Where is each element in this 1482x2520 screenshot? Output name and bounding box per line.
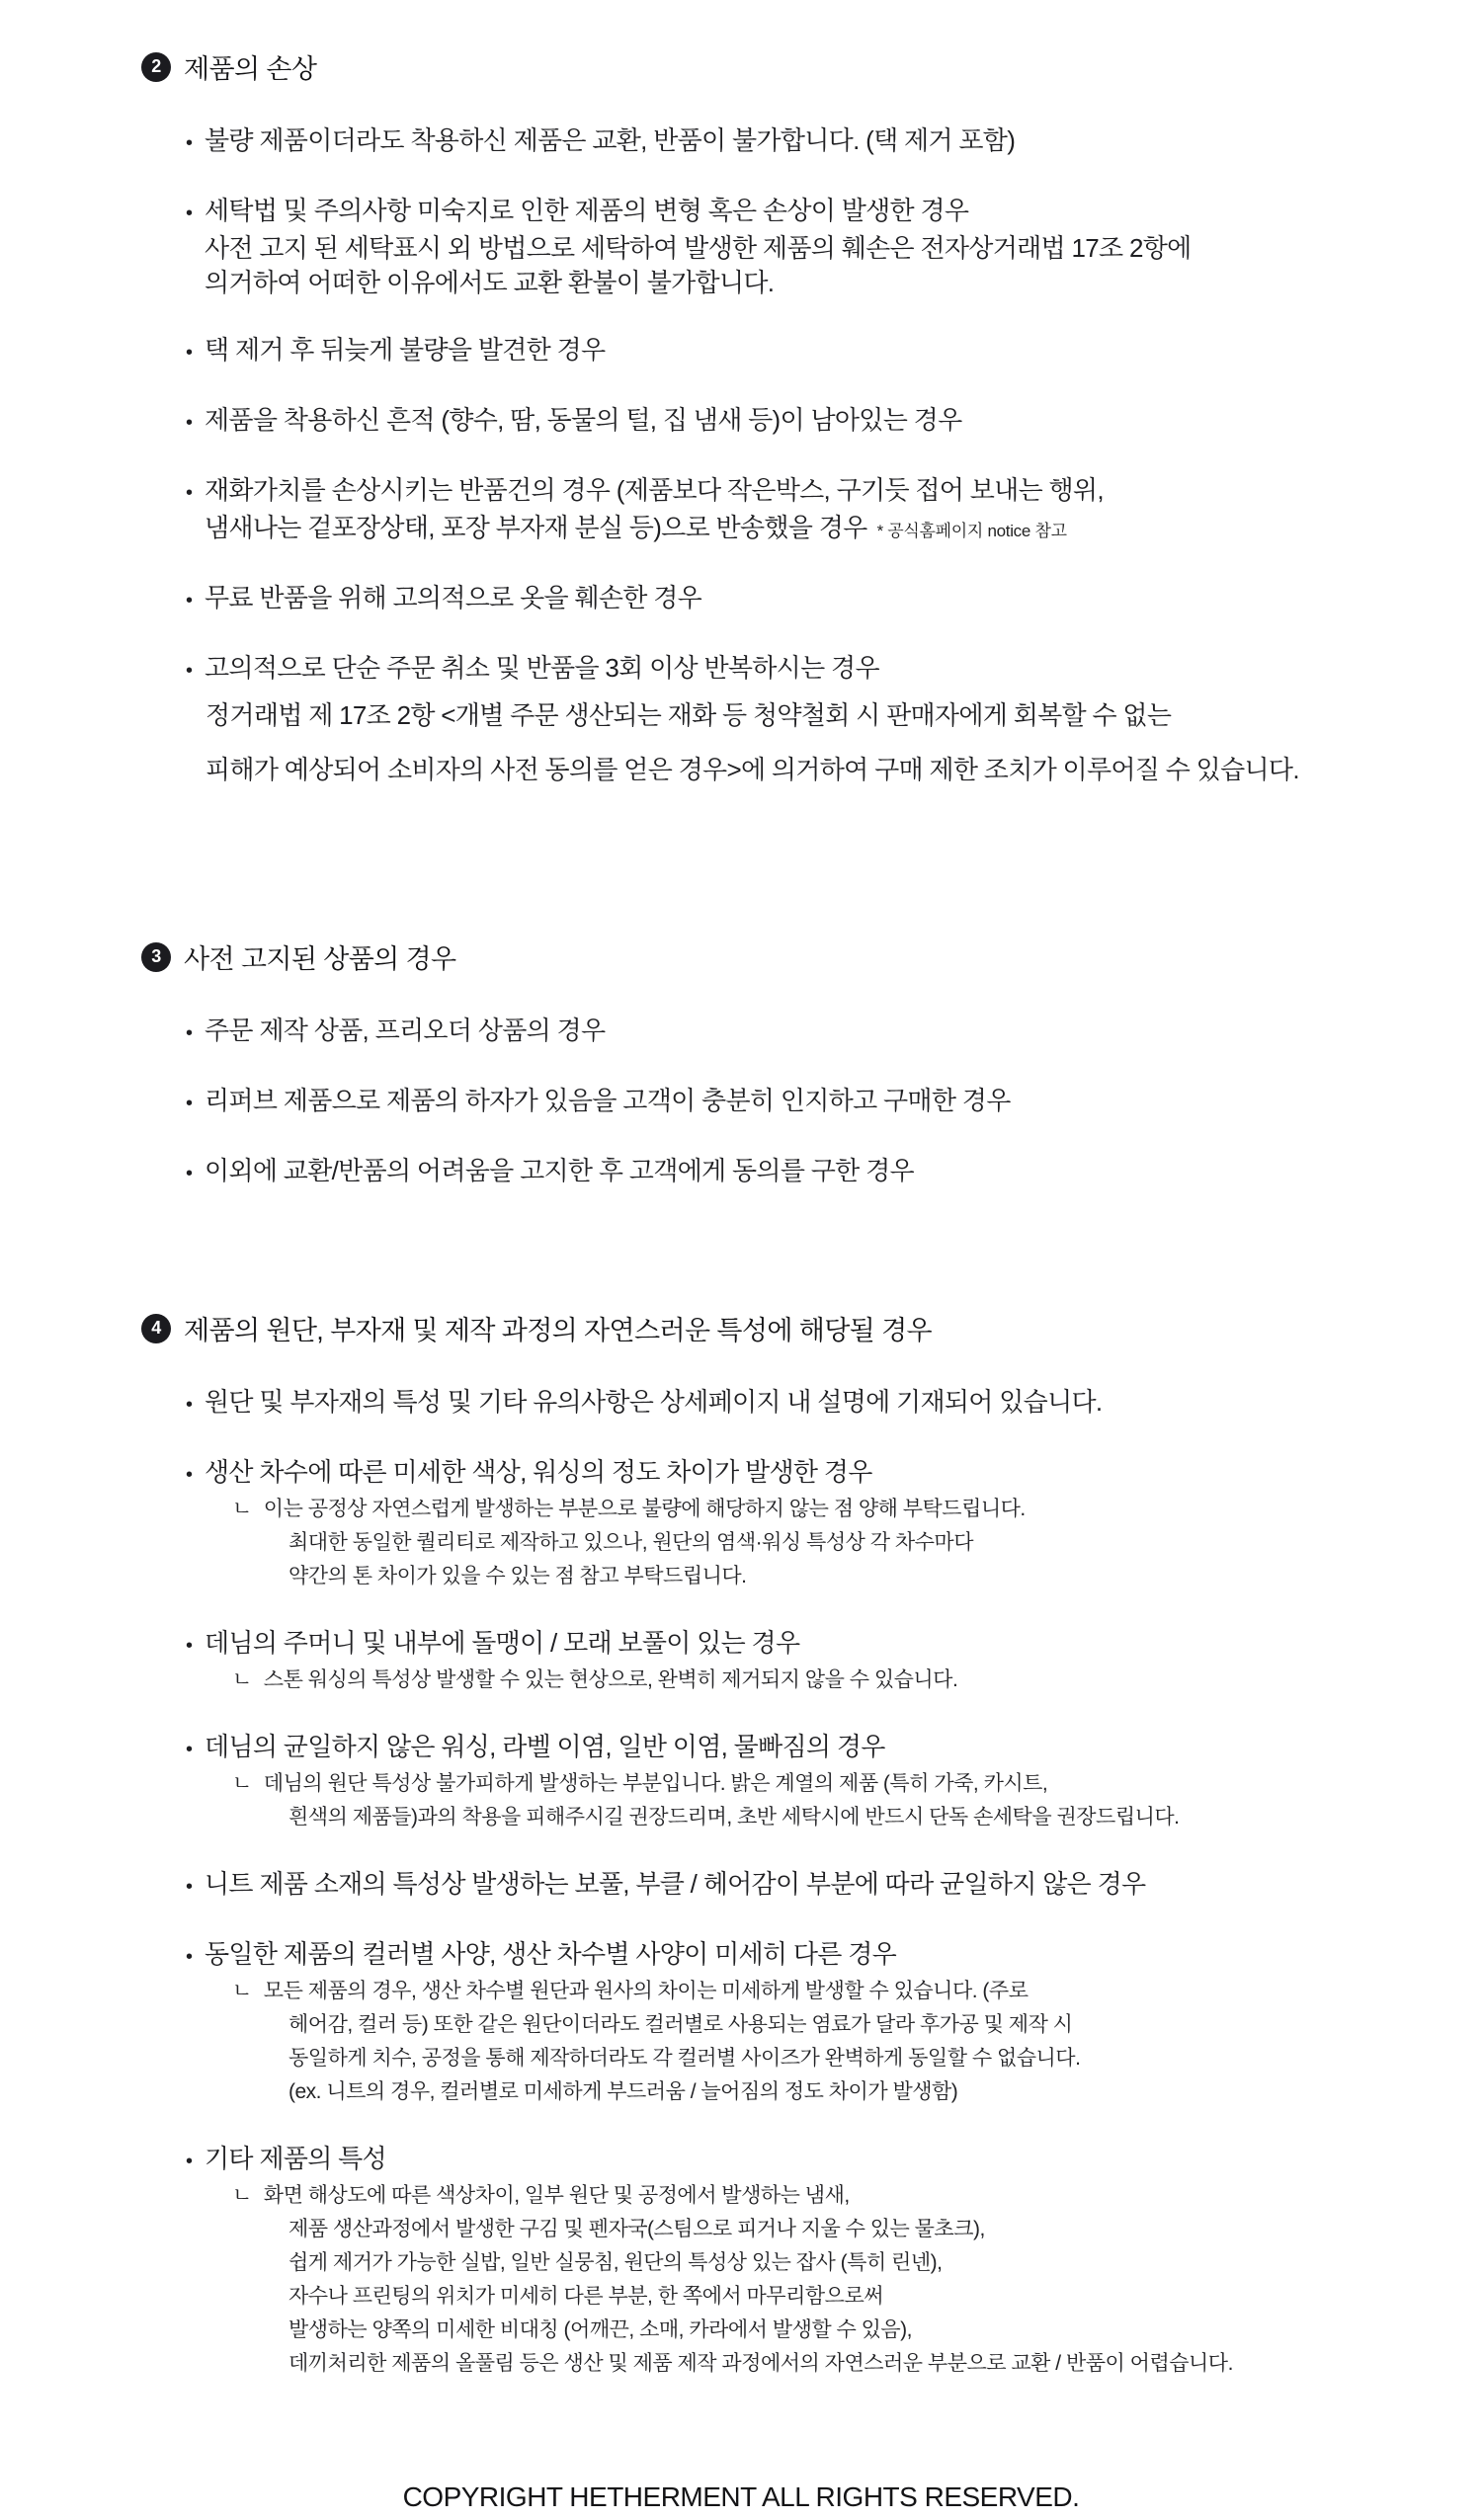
bullet-item bbox=[186, 123, 1482, 161]
bullet-item bbox=[186, 194, 1482, 300]
bullet-icon: • bbox=[186, 1022, 193, 1044]
line-text: 최대한 동일한 퀄리티로 제작하고 있으나, 원단의 염색·워싱 특성상 각 차수마다 bbox=[288, 1531, 973, 1554]
section-items bbox=[141, 1014, 1482, 1191]
copyright-text: COPYRIGHT HETHERMENT ALL RIGHTS RESERVED. bbox=[402, 2481, 1080, 2512]
bullet-item bbox=[186, 1084, 1482, 1121]
bullet-icon: • bbox=[186, 1163, 193, 1184]
bullet-icon: • bbox=[186, 482, 193, 504]
bullet-icon: • bbox=[186, 412, 193, 434]
footnote: * 공식홈페이지 notice 참고 bbox=[876, 522, 1067, 540]
bullet-item bbox=[186, 1867, 1482, 1905]
bullet-item bbox=[186, 651, 1482, 797]
bullet-line bbox=[186, 1385, 1482, 1423]
line-text: 니트 제품 소재의 특성상 발생하는 보풀, 부클 / 헤어감이 부분에 따라 균일하지 않은 경우 bbox=[205, 1869, 1146, 1899]
line-text: 재화가치를 손상시키는 반품건의 경우 (제품보다 작은박스, 구기듯 접어 보내는 행위, bbox=[205, 475, 1104, 505]
line-text: 스톤 워싱의 특성상 발생할 수 있는 현상으로, 완벽히 제거되지 않을 수 있습니다. bbox=[263, 1668, 958, 1691]
line-text: 주문 제작 상품, 프리오더 상품의 경우 bbox=[205, 1016, 606, 1045]
bullet-line bbox=[186, 473, 1482, 511]
section-heading bbox=[141, 1311, 1482, 1345]
sub-line bbox=[186, 2075, 1482, 2109]
policy-section-4 bbox=[141, 1311, 1482, 2381]
bullet-line bbox=[186, 1937, 1482, 1975]
line-text: 고의적으로 단순 주문 취소 및 반품을 3회 이상 반복하시는 경우 bbox=[205, 653, 879, 683]
line-text: 이외에 교환/반품의 어려움을 고지한 후 고객에게 동의를 구한 경우 bbox=[205, 1156, 914, 1185]
bullet-line bbox=[186, 1730, 1482, 1767]
section-title: 사전 고지된 상품의 경우 bbox=[184, 944, 456, 974]
bullet-line bbox=[186, 511, 1482, 548]
line-text: 화면 해상도에 따른 색상차이, 일부 원단 및 공정에서 발생하는 냄새, bbox=[263, 2184, 850, 2207]
section-items bbox=[141, 1385, 1482, 2381]
sub-line bbox=[186, 1526, 1482, 1560]
section-number-badge: 3 bbox=[141, 942, 171, 972]
line-text: 발생하는 양쪽의 미세한 비대칭 (어깨끈, 소매, 카라에서 발생할 수 있음), bbox=[288, 2318, 913, 2341]
legal-line bbox=[186, 689, 1482, 743]
bullet-item bbox=[186, 473, 1482, 548]
sub-marker: ㄴ bbox=[232, 1668, 252, 1691]
sub-line bbox=[186, 2314, 1482, 2347]
sub-line bbox=[186, 2246, 1482, 2280]
bullet-line bbox=[186, 1154, 1482, 1191]
line-text: 모든 제품의 경우, 생산 차수별 원단과 원사의 차이는 미세하게 발생할 수 있습니다. (주로 bbox=[263, 1980, 1029, 2002]
sub-marker: ㄴ bbox=[232, 1772, 252, 1795]
bullet-line bbox=[186, 123, 1482, 161]
bullet-line bbox=[186, 2142, 1482, 2179]
line-text: 생산 차수에 따른 미세한 색상, 워싱의 정도 차이가 발생한 경우 bbox=[205, 1457, 872, 1487]
sub-line bbox=[186, 2280, 1482, 2314]
line-text: 의거하여 어떠한 이유에서도 교환 환불이 불가합니다. bbox=[205, 268, 775, 297]
line-text: 사전 고지 된 세탁표시 외 방법으로 세탁하여 발생한 제품의 훼손은 전자상거래법 17조 2항에 bbox=[205, 233, 1192, 263]
bullet-line bbox=[186, 581, 1482, 618]
bullet-item bbox=[186, 1626, 1482, 1697]
sub-line bbox=[186, 1560, 1482, 1593]
sub-line bbox=[186, 2213, 1482, 2246]
bullet-icon: • bbox=[186, 203, 193, 224]
sub-line bbox=[186, 1767, 1482, 1801]
line-text: 데님의 주머니 및 내부에 돌맹이 / 모래 보풀이 있는 경우 bbox=[205, 1628, 800, 1658]
line-text: 동일하게 치수, 공정을 통해 제작하더라도 각 컬러별 사이즈가 완벽하게 동일할 수 없습니다. bbox=[288, 2047, 1081, 2070]
line-text: 동일한 제품의 컬러별 사양, 생산 차수별 사양이 미세히 다른 경우 bbox=[205, 1939, 897, 1969]
section-heading bbox=[141, 49, 1482, 84]
bullet-item bbox=[186, 1455, 1482, 1593]
bullet-item bbox=[186, 1937, 1482, 2109]
section-title: 제품의 손상 bbox=[184, 54, 317, 84]
line-text: 원단 및 부자재의 특성 및 기타 유의사항은 상세페이지 내 설명에 기재되어 있습니다. bbox=[205, 1387, 1103, 1417]
line-text: 쉽게 제거가 가능한 실밥, 일반 실뭉침, 원단의 특성상 있는 잡사 (특히 린넨), bbox=[288, 2251, 943, 2274]
sub-line bbox=[186, 2179, 1482, 2213]
line-text: 제품 생산과정에서 발생한 구김 및 펜자국(스팀으로 피거나 지울 수 있는 물초크), bbox=[288, 2218, 985, 2240]
section-number-badge: 2 bbox=[141, 52, 171, 82]
bullet-icon: • bbox=[186, 1946, 193, 1968]
policy-section-2 bbox=[141, 49, 1482, 797]
section-title: 제품의 원단, 부자재 및 제작 과정의 자연스러운 특성에 해당될 경우 bbox=[184, 1316, 933, 1345]
sub-line bbox=[186, 1493, 1482, 1526]
sub-line bbox=[186, 1975, 1482, 2008]
bullet-item bbox=[186, 333, 1482, 370]
sub-notes bbox=[186, 1975, 1482, 2109]
line-text: 피해가 예상되어 소비자의 사전 동의를 얻은 경우>에 의거하여 구매 제한 조치가 이루어질 수 있습니다. bbox=[206, 755, 1299, 784]
line-text: 이는 공정상 자연스럽게 발생하는 부분으로 불량에 해당하지 않는 점 양해 부탁드립니다. bbox=[263, 1498, 1026, 1520]
bullet-icon: • bbox=[186, 2151, 193, 2172]
section-number-badge: 4 bbox=[141, 1314, 171, 1343]
line-text: 데님의 균일하지 않은 워싱, 라벨 이염, 일반 이염, 물빠짐의 경우 bbox=[205, 1732, 885, 1761]
line-text: 흰색의 제품들)과의 착용을 피해주시길 권장드리며, 초반 세탁시에 반드시 단독 손세탁을 권장드립니다. bbox=[288, 1806, 1180, 1829]
bullet-item bbox=[186, 2142, 1482, 2381]
bullet-icon: • bbox=[186, 1739, 193, 1760]
bullet-icon: • bbox=[186, 660, 193, 682]
sub-line bbox=[186, 1801, 1482, 1834]
sub-marker: ㄴ bbox=[232, 1498, 252, 1520]
sub-notes bbox=[186, 2179, 1482, 2381]
legal-note bbox=[186, 689, 1482, 797]
section-items bbox=[141, 123, 1482, 797]
bullet-line bbox=[186, 1626, 1482, 1664]
line-text: 무료 반품을 위해 고의적으로 옷을 훼손한 경우 bbox=[205, 583, 702, 612]
line-text: 냄새나는 겉포장상태, 포장 부자재 분실 등)으로 반송했을 경우 bbox=[205, 513, 867, 542]
sub-line bbox=[186, 2008, 1482, 2042]
bullet-icon: • bbox=[186, 1876, 193, 1898]
sub-line bbox=[186, 2347, 1482, 2381]
bullet-line bbox=[186, 1455, 1482, 1493]
line-text: 정거래법 제 17조 2항 <개별 주문 생산되는 재화 등 청약철회 시 판매자에게 회복할 수 없는 bbox=[206, 700, 1172, 730]
line-text: 자수나 프린팅의 위치가 미세히 다른 부분, 한 쪽에서 마무리함으로써 bbox=[288, 2285, 884, 2308]
line-text: 리퍼브 제품으로 제품의 하자가 있음을 고객이 충분히 인지하고 구매한 경우 bbox=[205, 1086, 1011, 1115]
line-text: 기타 제품의 특성 bbox=[205, 2144, 386, 2173]
bullet-line bbox=[186, 231, 1482, 266]
legal-line bbox=[186, 743, 1482, 797]
line-text: 택 제거 후 뒤늦게 불량을 발견한 경우 bbox=[205, 335, 606, 365]
line-text: 제품을 착용하신 흔적 (향수, 땀, 동물의 털, 집 냄새 등)이 남아있는 경우 bbox=[205, 405, 962, 435]
bullet-item bbox=[186, 1385, 1482, 1423]
line-text: (ex. 니트의 경우, 컬러별로 미세하게 부드러움 / 늘어짐의 정도 차이가 발생함) bbox=[288, 2080, 958, 2103]
bullet-icon: • bbox=[186, 1464, 193, 1486]
bullet-icon: • bbox=[186, 1394, 193, 1416]
line-text: 헤어감, 컬러 등) 또한 같은 원단이더라도 컬러별로 사용되는 염료가 달라 후가공 및 제작 시 bbox=[288, 2013, 1073, 2036]
bullet-icon: • bbox=[186, 1635, 193, 1657]
bullet-item bbox=[186, 1730, 1482, 1834]
bullet-icon: • bbox=[186, 590, 193, 611]
bullet-line bbox=[186, 266, 1482, 300]
sub-marker: ㄴ bbox=[232, 1980, 252, 2002]
bullet-line bbox=[186, 1867, 1482, 1905]
bullet-line bbox=[186, 194, 1482, 231]
line-text: 세탁법 및 주의사항 미숙지로 인한 제품의 변형 혹은 손상이 발생한 경우 bbox=[205, 196, 969, 225]
bullet-line bbox=[186, 333, 1482, 370]
bullet-icon: • bbox=[186, 1093, 193, 1114]
sub-line bbox=[186, 1664, 1482, 1697]
policy-section-3 bbox=[141, 939, 1482, 1191]
bullet-icon: • bbox=[186, 132, 193, 154]
bullet-icon: • bbox=[186, 342, 193, 364]
bullet-item bbox=[186, 1154, 1482, 1191]
sub-notes bbox=[186, 1664, 1482, 1697]
bullet-line bbox=[186, 403, 1482, 441]
sections-root bbox=[141, 49, 1482, 2381]
line-text: 불량 제품이더라도 착용하신 제품은 교환, 반품이 불가합니다. (택 제거 포함) bbox=[205, 125, 1016, 155]
sub-marker: ㄴ bbox=[232, 2184, 252, 2207]
bullet-line bbox=[186, 1014, 1482, 1051]
line-text: 데님의 원단 특성상 불가피하게 발생하는 부분입니다. 밝은 계열의 제품 (특히 가죽, 카시트, bbox=[263, 1772, 1048, 1795]
sub-line bbox=[186, 2042, 1482, 2075]
line-text: 데끼처리한 제품의 올풀림 등은 생산 및 제품 제작 과정에서의 자연스러운 부분으로 교환 / 반품이 어렵습니다. bbox=[288, 2352, 1233, 2375]
bullet-item bbox=[186, 581, 1482, 618]
bullet-line bbox=[186, 651, 1482, 689]
sub-notes bbox=[186, 1493, 1482, 1593]
bullet-line bbox=[186, 1084, 1482, 1121]
bullet-item bbox=[186, 403, 1482, 441]
bullet-item bbox=[186, 1014, 1482, 1051]
line-text: 약간의 톤 차이가 있을 수 있는 점 참고 부탁드립니다. bbox=[288, 1565, 747, 1587]
section-heading bbox=[141, 939, 1482, 974]
sub-notes bbox=[186, 1767, 1482, 1834]
